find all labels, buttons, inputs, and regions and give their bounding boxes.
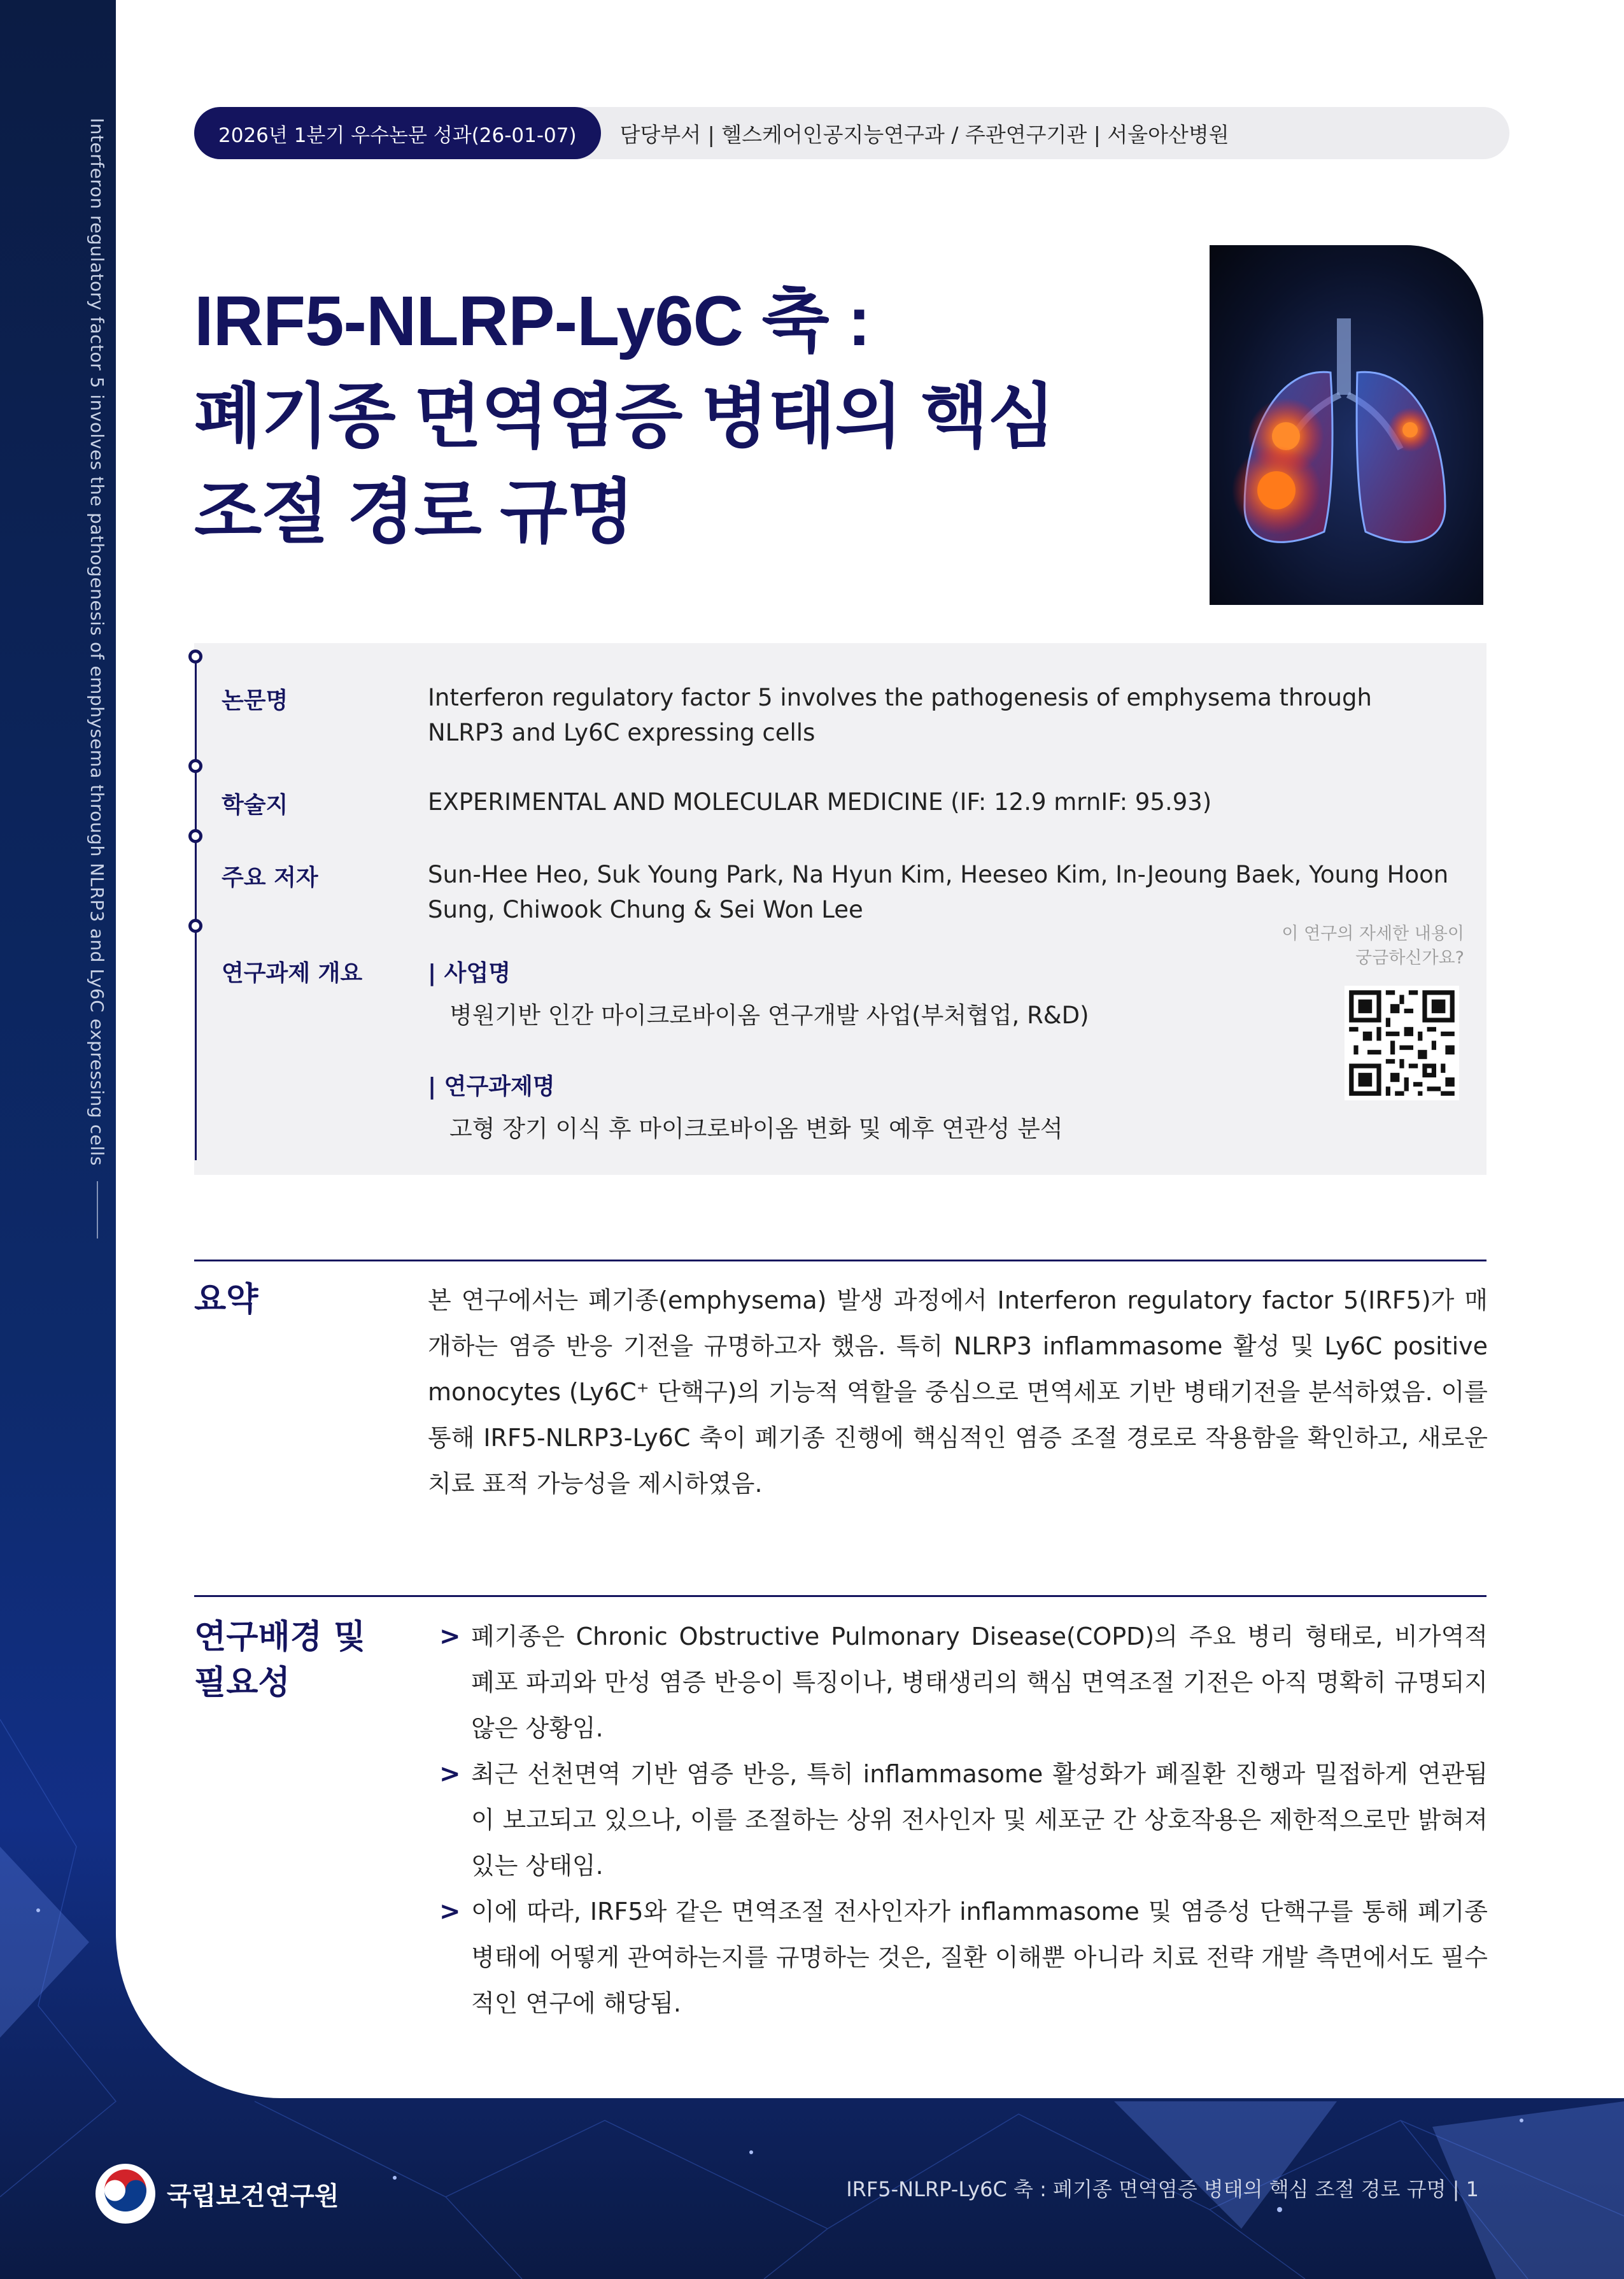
task-name-value: 고형 장기 이식 후 마이크로바이옴 변화 및 예후 연관성 분석: [449, 1115, 1063, 1142]
background-bullet-text: 폐기종은 Chronic Obstructive Pulmonary Disease(COPD)의 주요 병리 형태로, 비가역적 폐포 파괴와 만성 염증 반응이 특징이나, 병태생리의 핵심 면역조절 기전은 아직 명확히 규명되지 않은 상황임.: [471, 1622, 1488, 1742]
business-name-value: 병원기반 인간 마이크로바이옴 연구개발 사업(부처협업, R&D): [449, 1002, 1089, 1029]
section-divider: [194, 1260, 1486, 1261]
side-banner: [81, 118, 113, 1239]
organization-name: 국립보건연구원: [167, 2181, 339, 2211]
project-overview-label: 연구과제 개요: [222, 960, 363, 986]
task-name-label: | 연구과제명: [428, 1074, 555, 1100]
footer-page-label: IRF5-NLRP-Ly6C 축 : 폐기종 면역염증 병태의 핵심 조절 경로 규명 | 1: [846, 2177, 1479, 2201]
lung-image: [1210, 245, 1483, 605]
info-timeline: [195, 657, 197, 1160]
authors-value: Sun-Hee Heo, Suk Young Park, Na Hyun Kim, Heeseo Kim, In-Jeoung Baek, Young Hoon Sung, Chiwook Chung & Sei Won Lee: [428, 861, 1449, 923]
journal-value: EXPERIMENTAL AND MOLECULAR MEDICINE (IF: 12.9 mrnIF: 95.93): [428, 788, 1212, 816]
timeline-dot: [188, 829, 202, 843]
summary-title: 요약: [194, 1281, 258, 1319]
qr-caption: [1210, 922, 1464, 970]
side-banner-text: Interferon regulatory factor 5 involves the pathogenesis of emphysema through NLRP3 and Ly6C expressing cells: [87, 118, 108, 1166]
background-bullet-text: 이에 따라, IRF5와 같은 면역조절 전사인자가 inflammasome 및 염증성 단핵구를 통해 폐기종 병태에 어떻게 관여하는지를 규명하는 것은, 질환 이해뿐 아니라 치료 전략 개발 측면에서도 필수적인 연구에 해당됨.: [471, 1898, 1488, 2017]
paper-title-value: Interferon regulatory factor 5 involves the pathogenesis of emphysema through NLRP3 and Ly6C expressing cells: [428, 684, 1372, 746]
chevron-right-icon: >: [439, 1897, 461, 1926]
background-title-line-1: 연구배경 및: [194, 1618, 366, 1656]
chevron-right-icon: >: [439, 1759, 461, 1789]
qr-caption-line-1: 이 연구의 자세한 내용이: [1282, 924, 1464, 944]
department-info: 담당부서 | 헬스케어인공지능연구과 / 주관연구기관 | 서울아산병원: [619, 122, 1229, 147]
title-line-1: IRF5-NLRP-Ly6C 축 :: [194, 282, 870, 360]
lung-illustration: [1210, 245, 1483, 605]
background-bullet: [439, 1889, 1488, 2026]
journal-label: 학술지: [222, 792, 288, 818]
taegeuk-emblem-icon: [95, 2164, 155, 2224]
emblem-svg: [95, 2164, 155, 2224]
background-bullet-text: 최근 선천면역 기반 염증 반응, 특히 inflammasome 활성화가 폐질환 진행과 밀접하게 연관됨이 보고되고 있으나, 이를 조절하는 상위 전사인자 및 세포군 간 상호작용은 제한적으로만 밝혀져 있는 상태임.: [471, 1760, 1488, 1880]
title-line-2: 폐기종 면역염증 병태의 핵심: [194, 378, 1055, 456]
background-title-line-2: 필요성: [194, 1664, 290, 1702]
qr-code-icon: [1345, 986, 1459, 1100]
timeline-dot: [188, 919, 202, 933]
background-bullet: [439, 1614, 1488, 1751]
header-bar: [194, 107, 1509, 159]
performance-badge: 2026년 1분기 우수논문 성과(26-01-07): [194, 107, 601, 159]
timeline-dot: [188, 759, 202, 773]
background-bullet: [439, 1751, 1488, 1889]
background-body: [439, 1614, 1488, 2026]
section-divider: [194, 1595, 1486, 1597]
paper-title-label: 논문명: [222, 688, 288, 714]
timeline-dot: [188, 650, 202, 664]
footer-logo: [95, 2164, 339, 2224]
qr-caption-line-2: 궁금하신가요?: [1355, 948, 1464, 968]
background-title: [194, 1614, 365, 1706]
qr-code[interactable]: [1345, 986, 1459, 1100]
page-title: [194, 274, 1149, 560]
chevron-right-icon: >: [439, 1622, 461, 1651]
business-name-label: | 사업명: [428, 960, 511, 986]
summary-body: 본 연구에서는 폐기종(emphysema) 발생 과정에서 Interferon regulatory factor 5(IRF5)가 매개하는 염증 반응 기전을 규명하고자 했음. 특히 NLRP3 inflammasome 활성 및 Ly6C positive monocytes (Ly6C⁺ 단핵구)의 기능적 역할을 중심으로 면역세포 기반 병태기전을 분석하였음. 이를 통해 IRF5-NLRP3-Ly6C 축이 폐기종 진행에 핵심적인 염증 조절 경로로 작용함을 확인하고, 새로운 치료 표적 가능성을 제시하였음.: [428, 1286, 1488, 1498]
title-line-3: 조절 경로 규명: [194, 473, 634, 551]
authors-label: 주요 저자: [222, 865, 318, 891]
side-banner-rule: [97, 1181, 98, 1239]
